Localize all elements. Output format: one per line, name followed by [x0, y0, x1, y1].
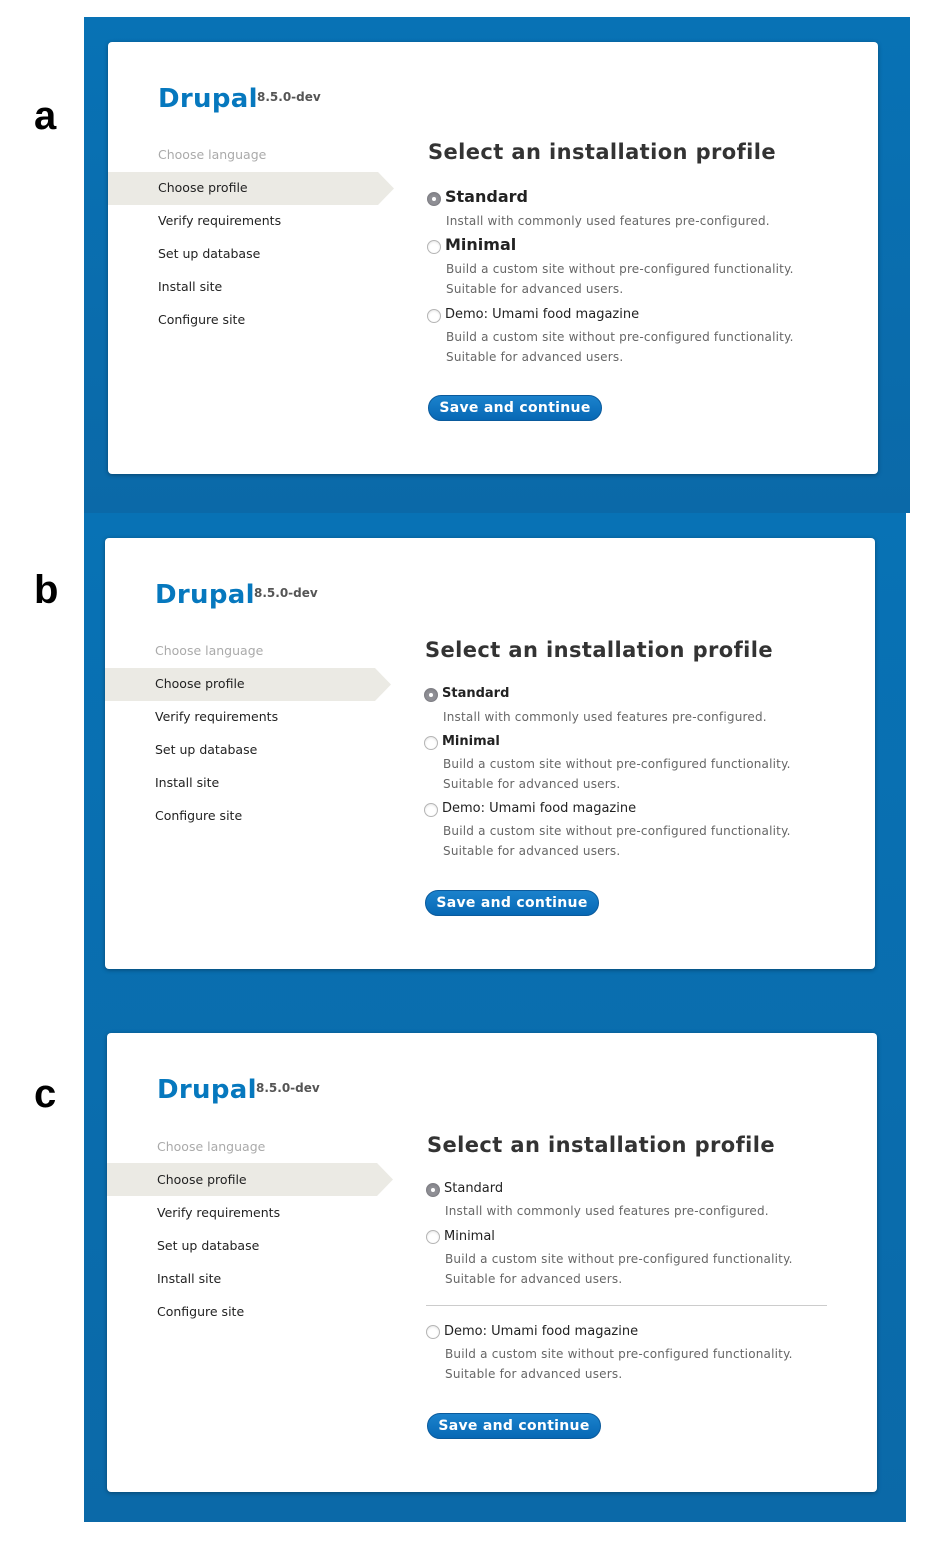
option-demo-label[interactable]: Demo: Umami food magazine	[445, 307, 640, 322]
option-demo-desc: Build a custom site without pre-configured functionality.	[446, 330, 794, 344]
version-label: 8.5.0-dev	[254, 586, 318, 600]
radio-demo[interactable]	[427, 309, 441, 323]
option-demo-desc-2: Suitable for advanced users.	[443, 844, 621, 858]
option-minimal-label[interactable]: Minimal	[445, 235, 517, 254]
step-verify-requirements: Verify requirements	[158, 213, 282, 228]
active-step-highlight	[105, 668, 391, 701]
step-choose-language: Choose language	[155, 643, 264, 658]
page-title: Select an installation profile	[425, 638, 773, 662]
radio-minimal[interactable]	[426, 1230, 440, 1244]
page-title: Select an installation profile	[428, 140, 776, 164]
option-minimal-desc-2: Suitable for advanced users.	[445, 1272, 623, 1286]
save-and-continue-button[interactable]: Save and continue	[428, 395, 602, 421]
panel-label-b: b	[34, 568, 59, 612]
radio-standard[interactable]	[426, 1183, 440, 1197]
step-set-up-database: Set up database	[158, 246, 261, 261]
installer-card-a	[108, 42, 878, 474]
step-set-up-database: Set up database	[157, 1238, 260, 1253]
step-configure-site: Configure site	[158, 312, 246, 327]
option-demo-label[interactable]: Demo: Umami food magazine	[444, 1324, 639, 1339]
option-standard-desc: Install with commonly used features pre-configured.	[445, 1204, 769, 1218]
radio-standard[interactable]	[424, 688, 438, 702]
save-and-continue-button[interactable]: Save and continue	[427, 1413, 601, 1439]
save-and-continue-button[interactable]: Save and continue	[425, 890, 599, 916]
radio-demo[interactable]	[426, 1325, 440, 1339]
radio-standard[interactable]	[427, 192, 441, 206]
radio-demo[interactable]	[424, 803, 438, 817]
step-configure-site: Configure site	[157, 1304, 245, 1319]
step-install-site: Install site	[158, 279, 223, 294]
option-minimal-label[interactable]: Minimal	[442, 734, 500, 749]
radio-minimal[interactable]	[427, 240, 441, 254]
panel-label-a: a	[34, 94, 57, 138]
step-verify-requirements: Verify requirements	[157, 1205, 281, 1220]
option-demo-desc: Build a custom site without pre-configured functionality.	[445, 1347, 793, 1361]
step-configure-site: Configure site	[155, 808, 243, 823]
option-standard-desc: Install with commonly used features pre-configured.	[443, 710, 767, 724]
option-minimal-desc-2: Suitable for advanced users.	[446, 282, 624, 296]
version-label: 8.5.0-dev	[256, 1081, 320, 1095]
radio-minimal[interactable]	[424, 736, 438, 750]
option-standard-label[interactable]: Standard	[444, 1181, 504, 1196]
step-choose-language: Choose language	[158, 147, 267, 162]
option-minimal-desc-2: Suitable for advanced users.	[443, 777, 621, 791]
step-choose-profile: Choose profile	[157, 1172, 247, 1187]
drupal-logo: Drupal	[158, 84, 258, 114]
drupal-logo: Drupal	[155, 580, 255, 610]
option-minimal-label[interactable]: Minimal	[444, 1229, 495, 1244]
installer-card-b	[105, 538, 875, 969]
active-step-highlight	[108, 172, 394, 205]
option-standard-desc: Install with commonly used features pre-configured.	[446, 214, 770, 228]
option-divider	[426, 1305, 827, 1306]
active-step-highlight	[107, 1163, 393, 1196]
step-choose-language: Choose language	[157, 1139, 266, 1154]
step-verify-requirements: Verify requirements	[155, 709, 279, 724]
installer-card-c	[107, 1033, 877, 1492]
option-standard-label[interactable]: Standard	[445, 187, 528, 206]
option-standard-label[interactable]: Standard	[442, 686, 510, 701]
step-set-up-database: Set up database	[155, 742, 258, 757]
step-install-site: Install site	[155, 775, 220, 790]
option-demo-desc-2: Suitable for advanced users.	[445, 1367, 623, 1381]
version-label: 8.5.0-dev	[257, 90, 321, 104]
option-minimal-desc: Build a custom site without pre-configured functionality.	[443, 757, 791, 771]
panel-label-c: c	[34, 1072, 57, 1116]
drupal-logo: Drupal	[157, 1075, 257, 1105]
option-demo-desc-2: Suitable for advanced users.	[446, 350, 624, 364]
option-minimal-desc: Build a custom site without pre-configured functionality.	[446, 262, 794, 276]
step-choose-profile: Choose profile	[158, 180, 248, 195]
step-install-site: Install site	[157, 1271, 222, 1286]
step-choose-profile: Choose profile	[155, 676, 245, 691]
page-title: Select an installation profile	[427, 1133, 775, 1157]
option-demo-label[interactable]: Demo: Umami food magazine	[442, 801, 637, 816]
option-demo-desc: Build a custom site without pre-configured functionality.	[443, 824, 791, 838]
option-minimal-desc: Build a custom site without pre-configured functionality.	[445, 1252, 793, 1266]
